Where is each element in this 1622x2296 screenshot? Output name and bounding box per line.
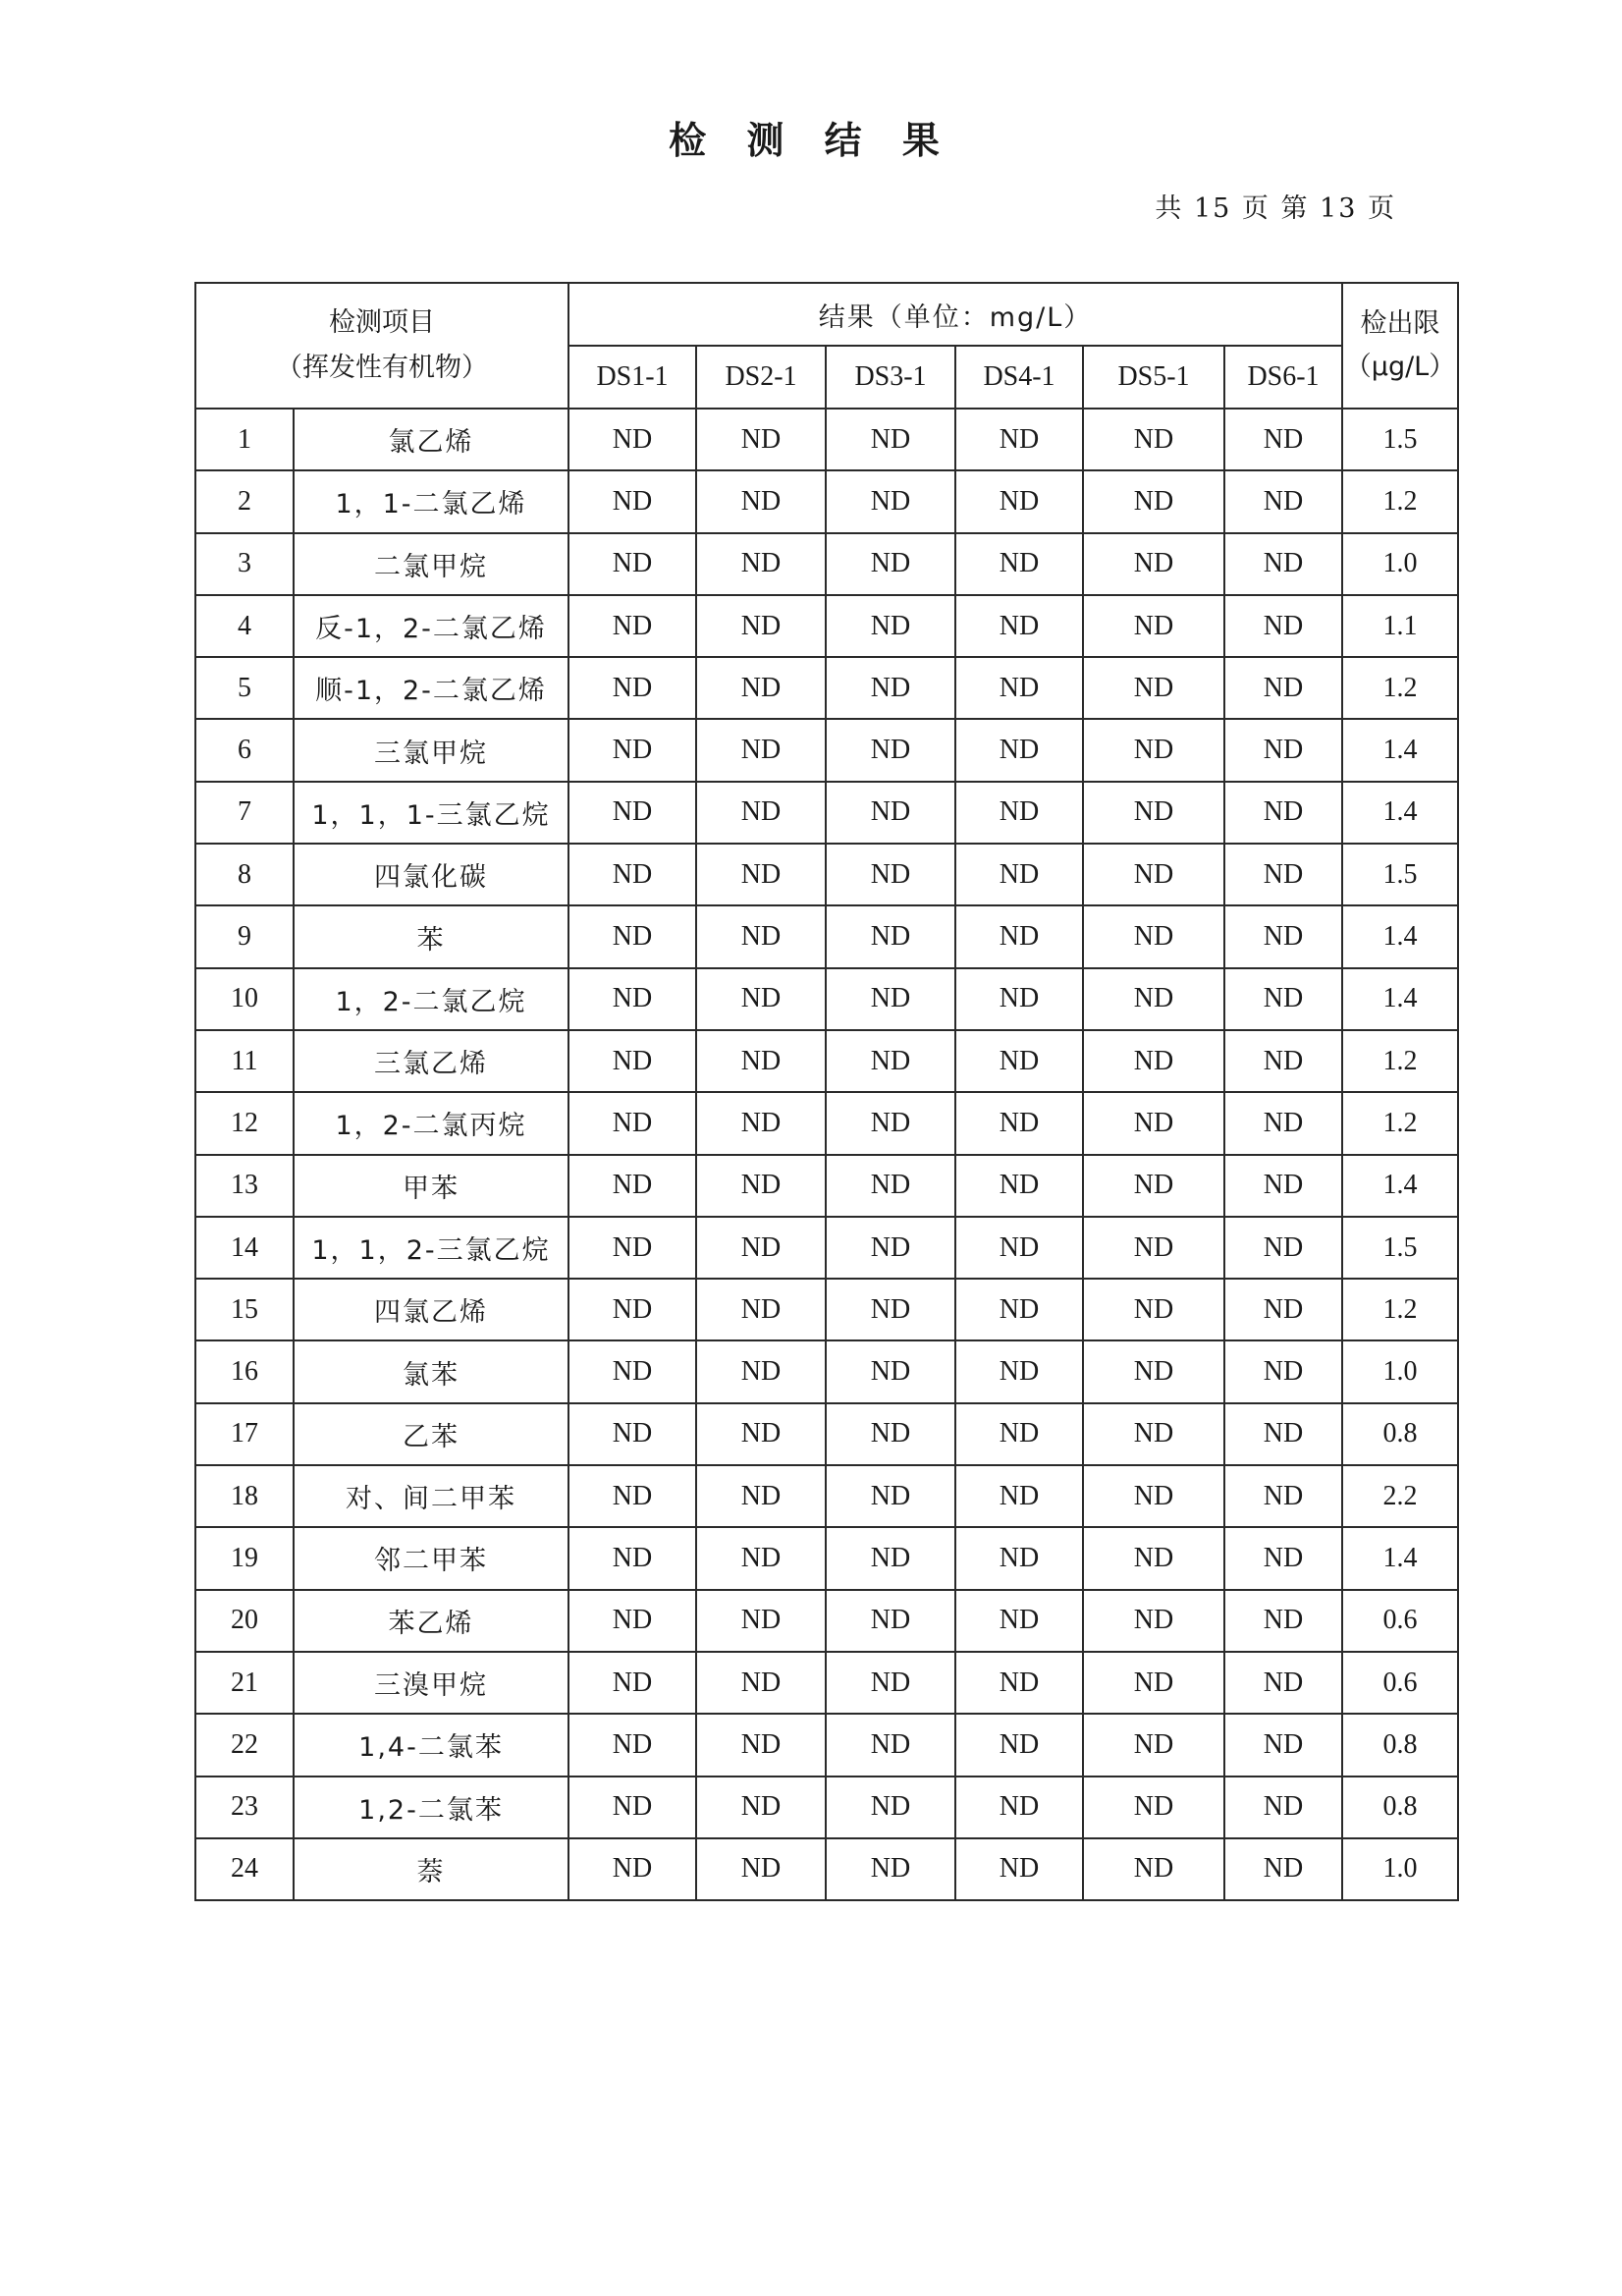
detection-limit: 1.0	[1342, 533, 1458, 595]
table-row	[195, 1403, 1458, 1465]
result-cell: ND	[826, 905, 955, 967]
result-cell: ND	[955, 1465, 1083, 1527]
compound-name: 苯	[294, 905, 568, 967]
result-cell: ND	[1083, 595, 1224, 657]
result-cell: ND	[568, 1465, 696, 1527]
result-cell: ND	[1224, 1590, 1342, 1652]
detection-limit: 1.2	[1342, 470, 1458, 532]
result-cell: ND	[1083, 1714, 1224, 1776]
result-cell: ND	[1083, 409, 1224, 470]
result-cell: ND	[1083, 1652, 1224, 1714]
detection-limit: 1.0	[1342, 1340, 1458, 1402]
item-header-line1: 检测项目	[329, 307, 435, 338]
result-cell: ND	[1083, 1279, 1224, 1340]
row-number: 20	[195, 1590, 294, 1652]
result-cell: ND	[696, 1465, 826, 1527]
result-cell: ND	[955, 968, 1083, 1030]
compound-name: 三氯甲烷	[294, 719, 568, 781]
limit-header	[1342, 283, 1458, 409]
result-cell: ND	[568, 1652, 696, 1714]
result-cell: ND	[826, 1465, 955, 1527]
result-cell: ND	[955, 1030, 1083, 1092]
result-cell: ND	[1083, 1030, 1224, 1092]
detection-limit: 0.8	[1342, 1403, 1458, 1465]
sample-header: DS3-1	[826, 346, 955, 409]
result-cell: ND	[568, 1217, 696, 1279]
compound-name: 氯苯	[294, 1340, 568, 1402]
result-cell: ND	[1083, 1217, 1224, 1279]
result-cell: ND	[1083, 1465, 1224, 1527]
result-cell: ND	[1224, 905, 1342, 967]
result-cell: ND	[826, 1340, 955, 1402]
compound-name: 二氯甲烷	[294, 533, 568, 595]
result-cell: ND	[955, 533, 1083, 595]
result-cell: ND	[1224, 1465, 1342, 1527]
result-cell: ND	[826, 1777, 955, 1838]
detection-limit: 1.2	[1342, 1030, 1458, 1092]
table-row	[195, 1652, 1458, 1714]
result-header: 结果（单位：mg/L）	[568, 283, 1342, 346]
result-cell: ND	[826, 1279, 955, 1340]
table-row	[195, 1777, 1458, 1838]
result-cell: ND	[568, 1714, 696, 1776]
result-cell: ND	[826, 595, 955, 657]
row-number: 16	[195, 1340, 294, 1402]
results-table	[194, 282, 1459, 1901]
result-cell: ND	[568, 595, 696, 657]
result-cell: ND	[696, 844, 826, 905]
result-cell: ND	[1083, 1155, 1224, 1217]
result-cell: ND	[1083, 470, 1224, 532]
result-cell: ND	[826, 1155, 955, 1217]
row-number: 8	[195, 844, 294, 905]
detection-limit: 1.0	[1342, 1838, 1458, 1900]
result-cell: ND	[1083, 657, 1224, 719]
result-cell: ND	[568, 1279, 696, 1340]
compound-name: 反-1，2-二氯乙烯	[294, 595, 568, 657]
result-cell: ND	[696, 1155, 826, 1217]
result-cell: ND	[955, 1340, 1083, 1402]
result-cell: ND	[696, 1652, 826, 1714]
result-cell: ND	[955, 1777, 1083, 1838]
sample-header: DS6-1	[1224, 346, 1342, 409]
compound-name: 四氯乙烯	[294, 1279, 568, 1340]
detection-limit: 0.8	[1342, 1777, 1458, 1838]
result-cell: ND	[696, 1092, 826, 1154]
limit-header-line1: 检出限	[1360, 308, 1440, 339]
result-cell: ND	[696, 533, 826, 595]
compound-name: 氯乙烯	[294, 409, 568, 470]
result-cell: ND	[826, 1652, 955, 1714]
table-row	[195, 595, 1458, 657]
compound-name: 1，2-二氯乙烷	[294, 968, 568, 1030]
table-row	[195, 1030, 1458, 1092]
sample-header: DS4-1	[955, 346, 1083, 409]
row-number: 14	[195, 1217, 294, 1279]
result-cell: ND	[696, 1217, 826, 1279]
detection-limit: 1.5	[1342, 409, 1458, 470]
result-cell: ND	[1083, 968, 1224, 1030]
row-number: 21	[195, 1652, 294, 1714]
result-cell: ND	[826, 470, 955, 532]
result-cell: ND	[568, 1838, 696, 1900]
result-cell: ND	[826, 1714, 955, 1776]
result-cell: ND	[1083, 719, 1224, 781]
compound-name: 1,4-二氯苯	[294, 1714, 568, 1776]
result-cell: ND	[1083, 533, 1224, 595]
row-number: 10	[195, 968, 294, 1030]
result-cell: ND	[1083, 1777, 1224, 1838]
result-cell: ND	[696, 1838, 826, 1900]
result-cell: ND	[696, 1527, 826, 1589]
table-row	[195, 1527, 1458, 1589]
detection-limit: 0.6	[1342, 1590, 1458, 1652]
row-number: 19	[195, 1527, 294, 1589]
table-row	[195, 1217, 1458, 1279]
row-number: 3	[195, 533, 294, 595]
result-cell: ND	[955, 595, 1083, 657]
result-cell: ND	[1083, 1403, 1224, 1465]
result-cell: ND	[1224, 1092, 1342, 1154]
compound-name: 1,2-二氯苯	[294, 1777, 568, 1838]
result-cell: ND	[568, 905, 696, 967]
result-cell: ND	[955, 409, 1083, 470]
row-number: 24	[195, 1838, 294, 1900]
detection-limit: 0.6	[1342, 1652, 1458, 1714]
compound-name: 苯乙烯	[294, 1590, 568, 1652]
table-row	[195, 968, 1458, 1030]
result-cell: ND	[1224, 844, 1342, 905]
result-cell: ND	[696, 1590, 826, 1652]
limit-header-line2: （μg/L）	[1344, 352, 1456, 382]
sample-header: DS1-1	[568, 346, 696, 409]
compound-name: 萘	[294, 1838, 568, 1900]
result-cell: ND	[955, 1403, 1083, 1465]
result-cell: ND	[568, 1777, 696, 1838]
result-cell: ND	[568, 782, 696, 844]
result-cell: ND	[568, 1030, 696, 1092]
result-cell: ND	[568, 1527, 696, 1589]
result-cell: ND	[1224, 470, 1342, 532]
result-cell: ND	[1083, 905, 1224, 967]
result-cell: ND	[826, 1092, 955, 1154]
compound-name: 1，1，2-三氯乙烷	[294, 1217, 568, 1279]
table-row	[195, 1155, 1458, 1217]
row-number: 7	[195, 782, 294, 844]
result-cell: ND	[696, 470, 826, 532]
detection-limit: 1.4	[1342, 719, 1458, 781]
result-cell: ND	[1083, 1590, 1224, 1652]
result-cell: ND	[696, 968, 826, 1030]
result-cell: ND	[955, 782, 1083, 844]
result-cell: ND	[955, 1279, 1083, 1340]
row-number: 11	[195, 1030, 294, 1092]
compound-name: 乙苯	[294, 1403, 568, 1465]
detection-limit: 1.4	[1342, 968, 1458, 1030]
result-cell: ND	[1083, 1527, 1224, 1589]
result-cell: ND	[826, 1590, 955, 1652]
result-cell: ND	[568, 657, 696, 719]
row-number: 4	[195, 595, 294, 657]
table-row	[195, 657, 1458, 719]
result-cell: ND	[1224, 1279, 1342, 1340]
table-row	[195, 1714, 1458, 1776]
result-cell: ND	[826, 1030, 955, 1092]
result-cell: ND	[568, 1340, 696, 1402]
result-cell: ND	[696, 1030, 826, 1092]
compound-name: 甲苯	[294, 1155, 568, 1217]
result-cell: ND	[955, 1652, 1083, 1714]
result-cell: ND	[696, 1714, 826, 1776]
compound-name: 对、间二甲苯	[294, 1465, 568, 1527]
result-cell: ND	[568, 1092, 696, 1154]
compound-name: 1，1-二氯乙烯	[294, 470, 568, 532]
result-cell: ND	[1224, 657, 1342, 719]
table-row	[195, 470, 1458, 532]
result-cell: ND	[696, 1777, 826, 1838]
result-cell: ND	[1083, 1092, 1224, 1154]
result-cell: ND	[1224, 1217, 1342, 1279]
compound-name: 三氯乙烯	[294, 1030, 568, 1092]
table-row	[195, 1590, 1458, 1652]
result-cell: ND	[826, 1527, 955, 1589]
row-number: 9	[195, 905, 294, 967]
result-cell: ND	[1083, 1838, 1224, 1900]
result-cell: ND	[1224, 1777, 1342, 1838]
table-row	[195, 844, 1458, 905]
result-cell: ND	[1083, 844, 1224, 905]
result-cell: ND	[1224, 1714, 1342, 1776]
row-number: 1	[195, 409, 294, 470]
sample-header: DS5-1	[1083, 346, 1224, 409]
row-number: 17	[195, 1403, 294, 1465]
result-cell: ND	[1224, 968, 1342, 1030]
result-cell: ND	[696, 1403, 826, 1465]
result-cell: ND	[955, 719, 1083, 781]
result-cell: ND	[1224, 595, 1342, 657]
result-cell: ND	[568, 968, 696, 1030]
result-cell: ND	[826, 719, 955, 781]
page-title: 检 测 结 果	[669, 118, 953, 162]
result-cell: ND	[1224, 533, 1342, 595]
result-cell: ND	[1224, 1527, 1342, 1589]
result-cell: ND	[1224, 1155, 1342, 1217]
detection-limit: 1.4	[1342, 905, 1458, 967]
result-cell: ND	[826, 1217, 955, 1279]
row-number: 2	[195, 470, 294, 532]
compound-name: 1，1，1-三氯乙烷	[294, 782, 568, 844]
result-cell: ND	[826, 1838, 955, 1900]
table-row	[195, 409, 1458, 470]
result-cell: ND	[696, 905, 826, 967]
compound-name: 三溴甲烷	[294, 1652, 568, 1714]
result-cell: ND	[568, 409, 696, 470]
result-cell: ND	[696, 595, 826, 657]
result-cell: ND	[826, 782, 955, 844]
result-cell: ND	[955, 905, 1083, 967]
table-row	[195, 1092, 1458, 1154]
result-cell: ND	[1224, 719, 1342, 781]
result-cell: ND	[568, 1403, 696, 1465]
result-cell: ND	[955, 1838, 1083, 1900]
table-row	[195, 782, 1458, 844]
row-number: 18	[195, 1465, 294, 1527]
table-row	[195, 533, 1458, 595]
result-cell: ND	[955, 470, 1083, 532]
result-cell: ND	[826, 844, 955, 905]
result-cell: ND	[568, 470, 696, 532]
row-number: 5	[195, 657, 294, 719]
result-cell: ND	[568, 1590, 696, 1652]
result-cell: ND	[568, 719, 696, 781]
detection-limit: 1.5	[1342, 844, 1458, 905]
table-row	[195, 719, 1458, 781]
detection-limit: 1.5	[1342, 1217, 1458, 1279]
result-cell: ND	[568, 1155, 696, 1217]
result-cell: ND	[955, 1155, 1083, 1217]
detection-limit: 1.4	[1342, 1155, 1458, 1217]
detection-limit: 1.2	[1342, 1279, 1458, 1340]
result-cell: ND	[1224, 1838, 1342, 1900]
compound-name: 1，2-二氯丙烷	[294, 1092, 568, 1154]
result-cell: ND	[568, 844, 696, 905]
row-number: 22	[195, 1714, 294, 1776]
table-row	[195, 905, 1458, 967]
table-row	[195, 1340, 1458, 1402]
table-row	[195, 1279, 1458, 1340]
result-cell: ND	[1224, 1652, 1342, 1714]
detection-limit: 1.4	[1342, 782, 1458, 844]
result-cell: ND	[1224, 782, 1342, 844]
result-cell: ND	[696, 1279, 826, 1340]
result-cell: ND	[826, 533, 955, 595]
page-info: 共 15 页 第 13 页	[1155, 193, 1396, 224]
detection-limit: 2.2	[1342, 1465, 1458, 1527]
result-cell: ND	[826, 409, 955, 470]
item-header-line2: （挥发性有机物）	[276, 353, 488, 383]
result-cell: ND	[826, 657, 955, 719]
result-cell: ND	[955, 1590, 1083, 1652]
compound-name: 顺-1，2-二氯乙烯	[294, 657, 568, 719]
result-cell: ND	[1083, 782, 1224, 844]
detection-limit: 1.2	[1342, 657, 1458, 719]
result-cell: ND	[696, 782, 826, 844]
compound-name: 邻二甲苯	[294, 1527, 568, 1589]
result-cell: ND	[955, 844, 1083, 905]
row-number: 13	[195, 1155, 294, 1217]
table-row	[195, 1838, 1458, 1900]
result-cell: ND	[568, 533, 696, 595]
table-body	[195, 409, 1458, 1900]
table-row	[195, 1465, 1458, 1527]
compound-name: 四氯化碳	[294, 844, 568, 905]
row-number: 23	[195, 1777, 294, 1838]
result-cell: ND	[1083, 1340, 1224, 1402]
result-cell: ND	[955, 1714, 1083, 1776]
row-number: 6	[195, 719, 294, 781]
row-number: 15	[195, 1279, 294, 1340]
detection-limit: 1.2	[1342, 1092, 1458, 1154]
result-cell: ND	[1224, 1030, 1342, 1092]
result-cell: ND	[696, 719, 826, 781]
result-cell: ND	[1224, 1403, 1342, 1465]
result-cell: ND	[1224, 1340, 1342, 1402]
result-cell: ND	[955, 1217, 1083, 1279]
result-cell: ND	[955, 1527, 1083, 1589]
result-cell: ND	[826, 968, 955, 1030]
result-cell: ND	[696, 409, 826, 470]
result-cell: ND	[955, 1092, 1083, 1154]
detection-limit: 1.4	[1342, 1527, 1458, 1589]
result-cell: ND	[1224, 409, 1342, 470]
sample-header: DS2-1	[696, 346, 826, 409]
result-cell: ND	[696, 657, 826, 719]
detection-limit: 0.8	[1342, 1714, 1458, 1776]
result-cell: ND	[955, 657, 1083, 719]
item-header	[195, 283, 568, 409]
row-number: 12	[195, 1092, 294, 1154]
detection-limit: 1.1	[1342, 595, 1458, 657]
result-cell: ND	[826, 1403, 955, 1465]
result-cell: ND	[696, 1340, 826, 1402]
